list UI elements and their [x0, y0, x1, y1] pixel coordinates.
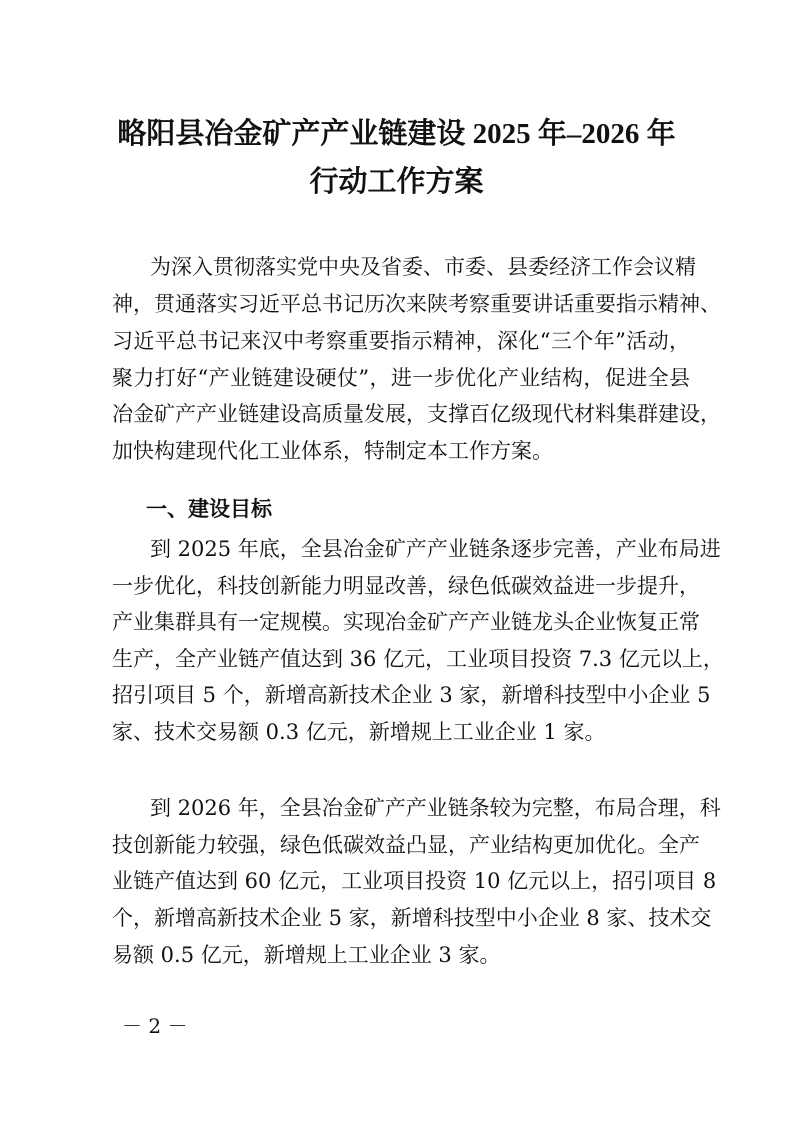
paragraph-line: 易额 0.5 亿元，新增规上工业企业 3 家。	[112, 943, 501, 967]
paragraph-line: 为深入贯彻落实党中央及省委、市委、县委经济工作会议精	[150, 255, 696, 279]
paragraph-line: 招引项目 5 个，新增高新技术企业 3 家，新增科技型中小企业 5	[112, 683, 711, 707]
paragraph-line: 习近平总书记来汉中考察重要指示精神，深化“三个年”活动，	[112, 329, 690, 353]
document-title-line-2: 行动工作方案	[309, 166, 484, 198]
paragraph-line: 技创新能力较强，绿色低碳效益凸显，产业结构更加优化。全产	[112, 833, 700, 857]
paragraph-line: 到 2025 年底，全县冶金矿产产业链条逐步完善，产业布局进	[150, 537, 721, 561]
paragraph-line: 一步优化，科技创新能力明显改善，绿色低碳效益进一步提升，	[112, 574, 700, 598]
paragraph-line: 到 2026 年，全县冶金矿产产业链条较为完整，布局合理，科	[150, 796, 721, 820]
paragraph-line: 家、技术交易额 0.3 亿元，新增规上工业企业 1 家。	[112, 720, 606, 744]
paragraph-line: 冶金矿产产业链建设高质量发展，支撑百亿级现代材料集群建设，	[112, 402, 721, 426]
paragraph-line: 神，贯通落实习近平总书记历次来陕考察重要讲话重要指示精神、	[112, 292, 721, 316]
paragraph-line: 加快构建现代化工业体系，特制定本工作方案。	[112, 439, 553, 463]
page-number: － 2 －	[122, 1014, 188, 1038]
paragraph-line: 产业集群具有一定规模。实现冶金矿产产业链龙头企业恢复正常	[112, 610, 700, 634]
paragraph-line: 生产，全产业链产值达到 36 亿元，工业项目投资 7.3 亿元以上，	[112, 647, 724, 671]
document-title-line-1: 略阳县冶金矿产产业链建设 2025 年–2026 年	[117, 118, 676, 150]
paragraph-line: 业链产值达到 60 亿元，工业项目投资 10 亿元以上，招引项目 8	[112, 869, 717, 893]
section-heading: 一、建设目标	[146, 497, 272, 521]
paragraph-line: 聚力打好“产业链建设硬仗”，进一步优化产业结构，促进全县	[112, 366, 690, 390]
paragraph-line: 个，新增高新技术企业 5 家，新增科技型中小企业 8 家、技术交	[112, 906, 712, 930]
